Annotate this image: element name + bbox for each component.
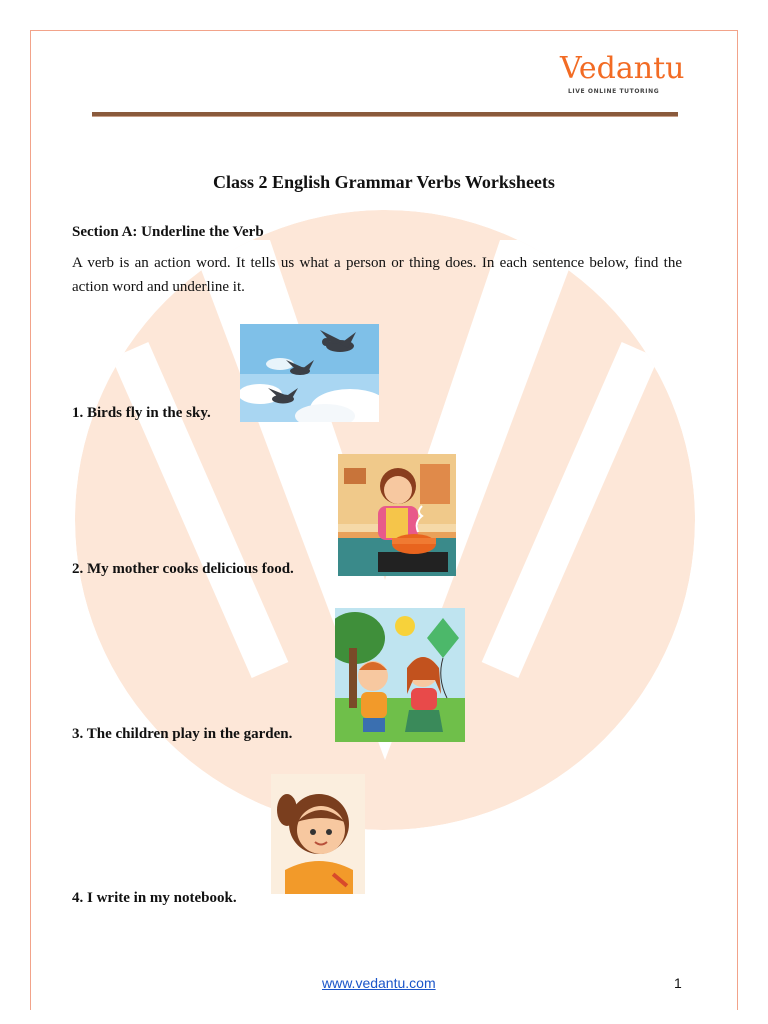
list-item: 4. I write in my notebook. bbox=[72, 890, 237, 906]
page-title: Class 2 English Grammar Verbs Worksheets bbox=[213, 172, 555, 192]
girl-writing-icon bbox=[271, 774, 365, 904]
children-playing-icon bbox=[335, 608, 465, 742]
list-item: 3. The children play in the garden. bbox=[72, 726, 293, 742]
footer-website-link[interactable]: www.vedantu.com bbox=[322, 975, 436, 991]
page-number: 1 bbox=[674, 975, 682, 991]
section-heading: Section A: Underline the Verb bbox=[72, 224, 264, 240]
vedantu-logo bbox=[560, 51, 685, 98]
logo-tagline: LIVE ONLINE TUTORING bbox=[568, 88, 660, 95]
mother-cooking-icon bbox=[338, 454, 456, 576]
logo-text: Vedantu bbox=[560, 51, 685, 86]
list-item: 2. My mother cooks delicious food. bbox=[72, 561, 294, 577]
header-divider bbox=[92, 112, 678, 116]
intro-paragraph: A verb is an action word. It tells us what a person or thing does. In each sentence below, find the action word and underline it. bbox=[72, 255, 682, 295]
list-item: 1. Birds fly in the sky. bbox=[72, 405, 211, 421]
birds-sky-icon bbox=[240, 324, 379, 422]
